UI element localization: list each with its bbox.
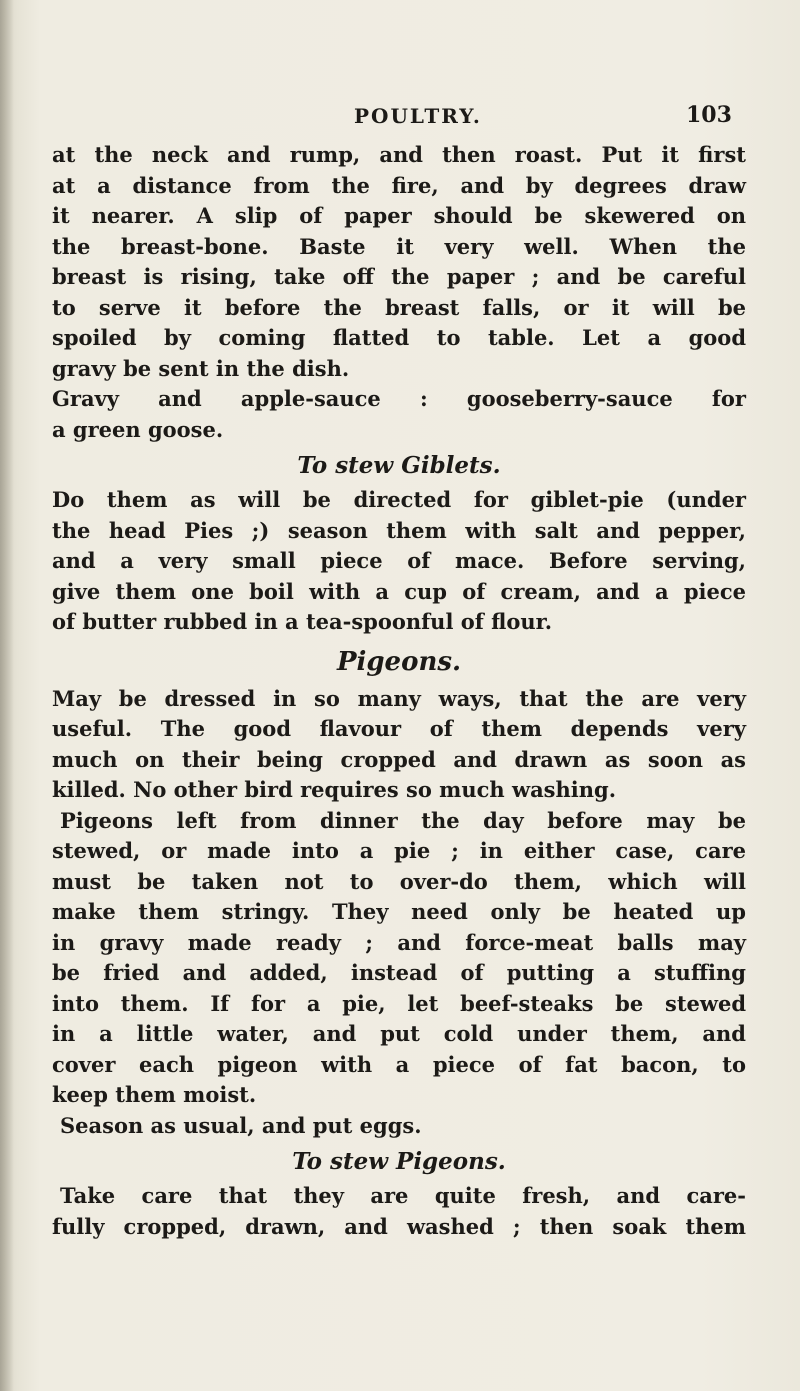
text-line: and a very small piece of mace. Before serving, [52, 548, 746, 573]
heading-stew-pigeons: To stew Pigeons. [292, 1148, 506, 1175]
text-line: into them. If for a pie, let beef-steaks be stewed [52, 990, 746, 1016]
text-line: May be dressed in so many ways, that the are very [52, 685, 746, 711]
text-line: stewed, or made into a pie ; in either case, care [52, 838, 746, 863]
text-line: Do them as will be directed for giblet-pie (under [52, 487, 746, 512]
paragraph-sauce [52, 384, 746, 445]
text-line: killed. No other bird requires so much washing. [52, 777, 617, 802]
text-line: Gravy and apple-sauce : gooseberry-sauce for [52, 386, 746, 411]
text-line: it nearer. A slip of paper should be skewered on [52, 203, 746, 228]
paragraph-giblets [52, 485, 746, 638]
paragraph-pigeons [52, 684, 746, 806]
paragraph-stew-pigeons [52, 1181, 746, 1242]
text-line: spoiled by coming flatted to table. Let a good [52, 325, 746, 350]
text-line: cover each pigeon with a piece of fat bacon, to [52, 1051, 746, 1077]
text-line: of butter rubbed in a tea-spoonful of flour. [52, 609, 553, 634]
text-line: breast is rising, take off the paper ; and be careful [52, 264, 746, 289]
text-line: make them stringy. They need only be heated up [52, 899, 746, 924]
page-header [0, 100, 800, 136]
text-line: Pigeons left from dinner the day before may be [60, 807, 746, 833]
running-head: POULTRY. [354, 104, 482, 128]
text-line: gravy be sent in the dish. [52, 355, 350, 381]
text-line: must be taken not to over-do them, which will [52, 868, 746, 894]
text-line: in gravy made ready ; and force-meat balls may [52, 929, 746, 955]
text-line: keep them moist. [52, 1082, 257, 1107]
text-line: the breast-bone. Baste it very well. When the [52, 233, 746, 259]
heading-stew-giblets: To stew Giblets. [297, 452, 501, 479]
text-line: give them one boil with a cup of cream, and a piece [52, 578, 746, 604]
text-line: be fried and added, instead of putting a stuffing [52, 960, 746, 985]
text-line: the head Pies ;) season them with salt and pepper, [52, 517, 746, 543]
text-line: useful. The good flavour of them depends very [52, 716, 746, 741]
text-line: much on their being cropped and drawn as soon as [52, 746, 746, 772]
paragraph-season [52, 1111, 746, 1142]
text-line: fully cropped, drawn, and washed ; then soak them [52, 1213, 746, 1239]
text-line: in a little water, and put cold under them, and [52, 1021, 746, 1046]
text-line: at the neck and rump, and then roast. Put it first [52, 142, 746, 167]
text-line: to serve it before the breast falls, or it will be [52, 294, 746, 320]
paragraph-roast [52, 140, 746, 384]
text-line: Season as usual, and put eggs. [60, 1112, 422, 1138]
heading-pigeons: Pigeons. [336, 646, 462, 677]
text-line: Take care that they are quite fresh, and care- [60, 1183, 746, 1208]
binding-shadow [0, 0, 14, 1391]
paragraph-leftover-pigeons [52, 806, 746, 1111]
page-text [52, 140, 746, 1242]
page-number: 103 [686, 102, 732, 128]
text-line: a green goose. [52, 416, 224, 442]
text-line: at a distance from the fire, and by degrees draw [52, 172, 746, 198]
